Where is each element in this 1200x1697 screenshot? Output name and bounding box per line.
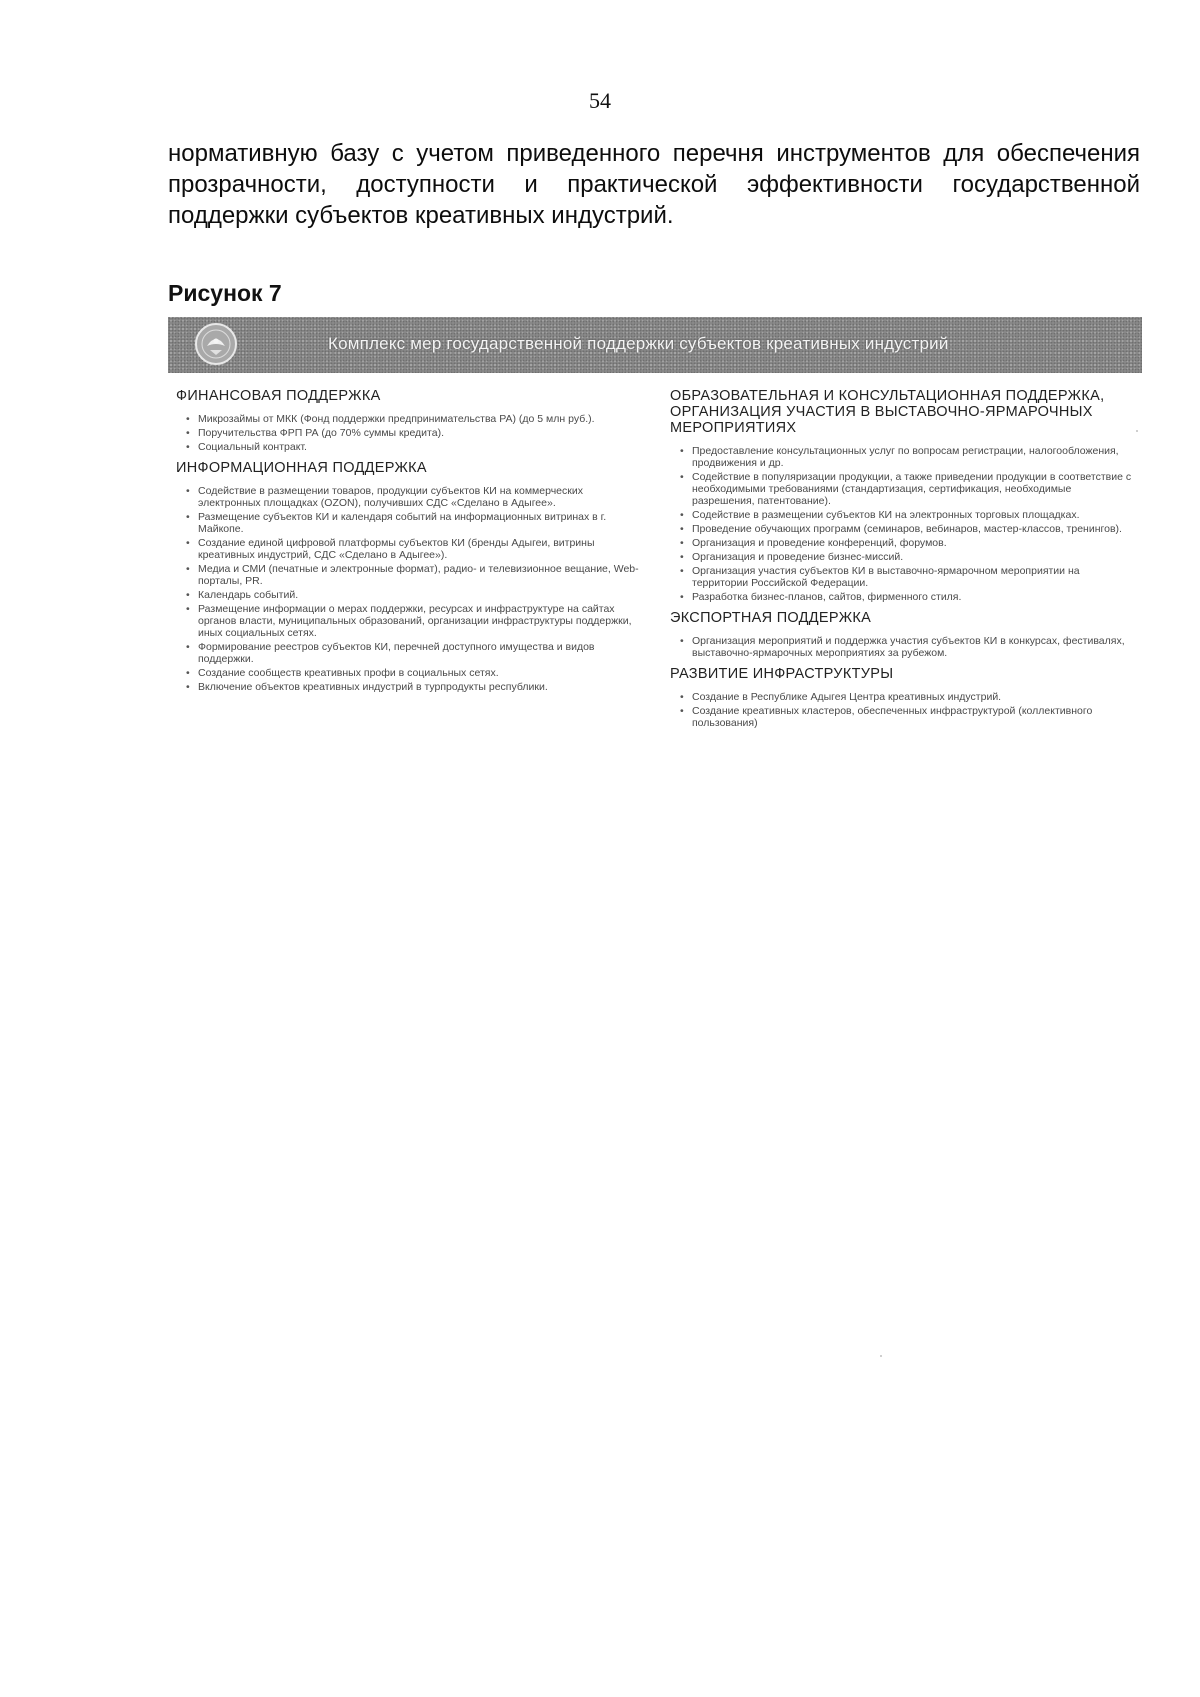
list-item: • Создание сообществ креативных профи в социальных сетях. bbox=[186, 667, 646, 679]
list-item: • Организация и проведение бизнес-миссий. bbox=[680, 551, 1135, 563]
left-column bbox=[176, 388, 646, 699]
list-item: • Медиа и СМИ (печатные и электронные формат), радио- и телевизионное вещание, Web-порталы, PR. bbox=[186, 563, 646, 587]
list-item: • Создание креативных кластеров, обеспеченных инфраструктурой (коллективного пользования) bbox=[680, 705, 1135, 729]
list-item: • Формирование реестров субъектов КИ, перечней доступного имущества и видов поддержки. bbox=[186, 641, 646, 665]
list-item: • Социальный контракт. bbox=[186, 441, 646, 453]
scan-speck bbox=[880, 1355, 882, 1357]
list-item: • Микрозаймы от МКК (Фонд поддержки предпринимательства РА) (до 5 млн руб.). bbox=[186, 413, 646, 425]
informational-support-list bbox=[176, 485, 646, 693]
list-item: • Организация участия субъектов КИ в выставочно-ярмарочном мероприятии на территории Российской Федерации. bbox=[680, 565, 1135, 589]
section-title-informational: ИНФОРМАЦИОННАЯ ПОДДЕРЖКА bbox=[176, 460, 427, 476]
infrastructure-list bbox=[670, 691, 1135, 729]
financial-support-list bbox=[176, 413, 646, 453]
list-item: • Размещение информации о мерах поддержки, ресурсах и инфраструктуре на сайтах органов власти, муниципальных образований, организации инфраструктуры поддержки, иных социальных сетях. bbox=[186, 603, 646, 639]
intro-paragraph: нормативную базу с учетом приведенного перечня инструментов для обеспечения прозрачности, доступности и практической эффективности государственной поддержки субъектов креативных индустрий. bbox=[168, 140, 1140, 229]
list-item: • Создание единой цифровой платформы субъектов КИ (бренды Адыгеи, витрины креативных индустрий, СДС «Сделано в Адыгее»). bbox=[186, 537, 646, 561]
list-item: • Разработка бизнес-планов, сайтов, фирменного стиля. bbox=[680, 591, 1135, 603]
section-title-financial: ФИНАНСОВАЯ ПОДДЕРЖКА bbox=[176, 388, 381, 404]
figure-label: Рисунок 7 bbox=[168, 280, 282, 306]
section-title-infrastructure: РАЗВИТИЕ ИНФРАСТРУКТУРЫ bbox=[670, 666, 894, 682]
list-item: • Поручительства ФРП РА (до 70% суммы кредита). bbox=[186, 427, 646, 439]
list-item: • Организация мероприятий и поддержка участия субъектов КИ в конкурсах, фестивалях, выставочно-ярмарочных мероприятиях за рубежом. bbox=[680, 635, 1135, 659]
list-item: • Включение объектов креативных индустрий в турпродукты республики. bbox=[186, 681, 646, 693]
list-item: • Содействие в размещении субъектов КИ на электронных торговых площадках. bbox=[680, 509, 1135, 521]
section-title-export: ЭКСПОРТНАЯ ПОДДЕРЖКА bbox=[670, 610, 872, 626]
section-title-educational: ОБРАЗОВАТЕЛЬНАЯ И КОНСУЛЬТАЦИОННАЯ ПОДДЕРЖКА, ОРГАНИЗАЦИЯ УЧАСТИЯ В ВЫСТАВОЧНО-ЯРМАРОЧНЫХ МЕРОПРИЯТИЯХ bbox=[670, 388, 1105, 436]
page-number: 54 bbox=[589, 88, 611, 113]
list-item: • Календарь событий. bbox=[186, 589, 646, 601]
export-support-list bbox=[670, 635, 1135, 659]
list-item: • Создание в Республике Адыгея Центра креативных индустрий. bbox=[680, 691, 1135, 703]
list-item: • Содействие в размещении товаров, продукции субъектов КИ на коммерческих электронных площадках (OZON), получивших СДС «Сделано в Адыгее». bbox=[186, 485, 646, 509]
list-item: • Предоставление консультационных услуг по вопросам регистрации, налогообложения, продвижения и др. bbox=[680, 445, 1135, 469]
list-item: • Проведение обучающих программ (семинаров, вебинаров, мастер-классов, тренингов). bbox=[680, 523, 1135, 535]
educational-support-list bbox=[670, 445, 1135, 603]
figure-banner bbox=[168, 317, 1142, 373]
banner-title: Комплекс мер государственной поддержки субъектов креативных индустрий bbox=[328, 334, 949, 353]
list-item: • Содействие в популяризации продукции, а также приведении продукции в соответствие с необходимыми требованиями (стандартизация, сертификация, необходимые разрешения, патентование). bbox=[680, 471, 1135, 507]
list-item: • Размещение субъектов КИ и календаря событий на информационных витринах в г. Майкопе. bbox=[186, 511, 646, 535]
adygea-emblem-icon bbox=[194, 322, 238, 366]
list-item: • Организация и проведение конференций, форумов. bbox=[680, 537, 1135, 549]
right-column bbox=[670, 388, 1135, 735]
scan-speck bbox=[1136, 430, 1138, 432]
